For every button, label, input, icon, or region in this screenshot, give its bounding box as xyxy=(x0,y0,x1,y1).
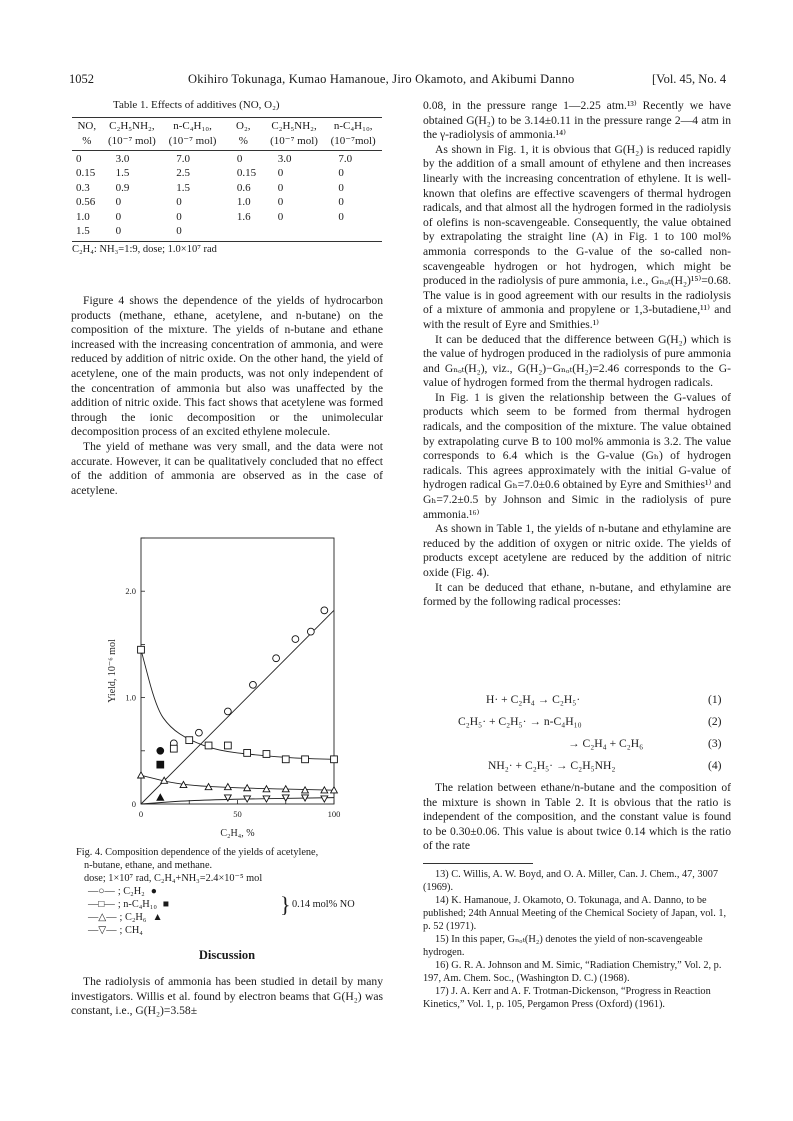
table-header: NO, xyxy=(72,118,102,136)
footnote: 17) J. A. Kerr and A. F. Trotman-Dickenson, “Progress in Reaction Kinetics,” Vol. 1, p. 105, Pergamon Press (Oxford) (1961). xyxy=(423,986,711,1010)
x-axis-label: C₂H₄, % xyxy=(220,828,255,839)
y-tick-label: 1.0 xyxy=(125,692,136,703)
data-point-circle xyxy=(307,628,314,635)
paragraph: It can be deduced that ethane, n-butane, and ethylamine are formed by the following radical processes: xyxy=(423,580,731,609)
plot-frame xyxy=(141,538,334,804)
table-cell: 0 xyxy=(338,181,344,194)
table-cell: 0 xyxy=(176,196,182,208)
legend-label: ; CH₄ xyxy=(119,925,143,936)
table-header: C₂H₅NH₂, xyxy=(102,118,163,136)
paragraph: 0.08, in the pressure range 1—2.25 atm.¹³⁾ Recently we have obtained G(H₂) to be 3.14±0.11 in the pressure range 2—4 atm in the γ-radiolysis of ammonia.¹⁴⁾ xyxy=(423,99,731,142)
table-cell: 0 xyxy=(115,196,122,208)
legend-filled: ■ xyxy=(162,899,170,910)
equation-4: NH₂· + C₂H₅· → C₂H₅NH₂ xyxy=(488,759,616,772)
series-curve xyxy=(141,610,334,804)
footnotes xyxy=(423,868,731,1011)
right-column-text xyxy=(423,99,731,610)
data-point-triangle-down xyxy=(321,796,328,802)
paragraph: The relation between ethane/n-butane and the composition of the mixture is shown in Table 2. It is obvious that the ratio is independent of the composition, and the constant value is found to be 0.30±0.06. This value is about twice 0.14 which is the ratio of the rate xyxy=(423,781,731,853)
table-cell xyxy=(223,224,264,242)
legend-sym: —▽— xyxy=(88,925,117,936)
caption-line: dose; 1×10⁷ rad, C₂H₄+NH₃=2.4×10⁻⁵ mol xyxy=(84,873,263,884)
footnote: 13) C. Willis, A. W. Boyd, and O. A. Miller, Can. J. Chem., 47, 3007 (1969). xyxy=(423,869,719,893)
table-cell: 0 xyxy=(338,196,344,208)
equation-number: (4) xyxy=(708,759,722,772)
paragraph: As shown in Fig. 1, it is obvious that G(H₂) is reduced rapidly by the addition of a small amount of ethylene and then increases linearly with the increasing concentration of ethylene. It is well-known that olefins are effective scavengers of thermal hydrogen radicals, and that almost all the hydrogen formed in the radiolysis of olefins is non-scavengeable. Consequently, the value obtained by extrapolating the straight line (A) in Fig. 1 to 100 mol% ammonia corresponds to the G-value of the so-called non-scavengeable hydrogen or hot hydrogen, which might be produced in the radiolysis of pure ammonia, i.e., Gₙₒₜ(H₂)¹⁵⁾=0.68. The value is in good agreement with our results in the radiolysis of a mixture of ammonia and propylene or 1,3-butadiene,¹¹⁾ and with the result of Eyre and Smithies.¹⁾ xyxy=(423,142,731,331)
yield-chart xyxy=(98,528,360,846)
table-cell: 0 xyxy=(338,210,344,223)
left-column-text xyxy=(71,294,383,498)
table-cell: 0.6 xyxy=(236,181,251,194)
brace-label: 0.14 mol% NO xyxy=(292,899,355,910)
data-point-circle xyxy=(250,681,257,688)
footnote: 16) G. R. A. Johnson and M. Simic, “Radiation Chemistry,” Vol. 2, p. 197, Am. Chem. Soc., (Washington D. C.) (1968). xyxy=(423,960,722,984)
table-cell: 0 xyxy=(176,225,182,237)
table-cell: 1.5 xyxy=(115,167,130,179)
legend-sym: —○— xyxy=(88,886,115,897)
right-column-text-2 xyxy=(423,781,731,854)
series-curve xyxy=(141,650,334,760)
table-cell: 1.5 xyxy=(176,181,190,194)
table-cell: 7.0 xyxy=(176,152,190,165)
table-row xyxy=(72,195,382,210)
paragraph: As shown in Table 1, the yields of n-butane and ethylamine are reduced by the addition of oxygen or nitric oxide. The yields of products except acetylene are reduced by the addition of nitric oxide (Fig. 4). xyxy=(423,522,731,579)
table-header-unit: % xyxy=(72,135,102,151)
paragraph: The yield of methane was very small, and the data were not accurate. However, it can be qualitatively concluded that no effect of the addition of ammonia are observed as in the case of acetylene. xyxy=(71,439,383,497)
table-title: Table 1. Effects of additives (NO, O₂) xyxy=(113,99,280,111)
table-header-unit: (10⁻⁷ mol) xyxy=(264,135,325,151)
table-cell: 0 xyxy=(277,196,284,208)
table-row xyxy=(72,209,382,224)
table-cell: 0 xyxy=(115,225,122,237)
data-point-circle xyxy=(321,607,328,614)
y-tick-label: 2.0 xyxy=(125,586,136,597)
table-header-unit: (10⁻⁷ mol) xyxy=(162,135,223,151)
paragraph: Figure 4 shows the dependence of the yields of hydrocarbon products (methane, ethane, acetylene, and n-butane) on the composition of the mixture. The yields of n-butane and ethane increased with the increasing concentration of ammonia, and were reduced by addition of nitric oxide. On the other hand, the yield of acetylene, one of the main products, was not only independent of the concentration of ammonia but also was unaffected by the addition of nitric oxide. This fact shows that acetylene was formed through the ionic decomposition or the unimolecular decomposition process of an excited ethylene molecule. xyxy=(71,294,383,439)
legend-sym: —□— xyxy=(88,899,115,910)
y-tick-label: 0 xyxy=(131,799,136,809)
legend-entry xyxy=(88,911,169,924)
data-point-circle xyxy=(157,747,164,754)
discussion-text xyxy=(71,975,383,1019)
table-1 xyxy=(72,117,382,255)
caption-line: Fig. 4. Composition dependence of the yields of acetylene, xyxy=(76,847,319,858)
table-cell: 0.9 xyxy=(115,181,130,194)
equation-number: (2) xyxy=(708,715,722,728)
table-cell: 0.15 xyxy=(236,167,257,179)
data-point-square xyxy=(282,756,289,763)
x-tick-label: 100 xyxy=(327,809,341,819)
legend-label: ; C₂H₆ xyxy=(119,912,147,923)
table-cell: 0 xyxy=(277,181,284,194)
paragraph: It can be deduced that the difference between G(H₂) which is the value of hydrogen produced in the radiolysis of pure ammonia and Gₙₒₜ(H₂), viz., G(H₂)−Gₙₒₜ(H₂)=2.46 corresponds to the G-value of hydrogen formed from the thermal hydrogen radicals. xyxy=(423,332,731,390)
table-cell: 0.56 xyxy=(76,196,96,208)
table-row xyxy=(72,151,382,166)
table-cell: 0.15 xyxy=(76,167,96,179)
table-cell: 7.0 xyxy=(338,152,353,165)
data-point-square xyxy=(302,756,309,763)
caption-line: n-butane, ethane, and methane. xyxy=(84,860,213,871)
table-cell: 0 xyxy=(236,152,243,165)
data-point-triangle xyxy=(138,772,145,778)
data-point-square xyxy=(138,646,145,653)
paragraph: In Fig. 1 is given the relationship between the G-values of products which seem to be formed from thermal hydrogen radicals, and the composition of the mixture. The value obtained by extrapolating curve B to 100 mol% ammonia is 3.2. The value corresponds to 6.4 which is the G-value (Gₕ) of hydrogen radicals. This agrees approximately with the initial G-value of hydrogen radical Gₕ=7.0±0.6 obtained by Eyre and Smithies¹⁾ and Gₕ=7.2±0.5 by Johnson and Simic in the radiolysis of pure ammonia.¹⁶⁾ xyxy=(423,390,731,521)
table-cell: 1.0 xyxy=(76,210,90,223)
legend-entry xyxy=(88,924,169,937)
data-point-triangle xyxy=(157,794,164,800)
equation-1: H· + C₂H₄ → C₂H₅· xyxy=(486,693,581,706)
data-point-square xyxy=(331,756,338,763)
figure-legend xyxy=(88,885,169,937)
equation-number: (3) xyxy=(708,737,722,750)
running-volume: [Vol. 45, No. 4 xyxy=(652,72,727,86)
table-header: n-C₄H₁₀, xyxy=(324,118,382,136)
table-header-unit: (10⁻⁷ mol) xyxy=(102,135,163,151)
data-point-square xyxy=(186,737,193,744)
footnote: 14) K. Hamanoue, J. Okamoto, O. Tokunaga, and A. Danno, to be published; 24th Annual Meeting of the Chemical Society of Japan, vol. 1, p. 52 (1971). xyxy=(423,895,727,932)
table-cell: 3.0 xyxy=(277,152,292,165)
legend-filled: ▲ xyxy=(152,912,163,923)
legend-sym: —△— xyxy=(88,912,117,923)
table-header-unit: (10⁻⁷mol) xyxy=(324,135,382,151)
figure-caption xyxy=(76,846,386,939)
table-cell xyxy=(324,224,382,242)
table-header-unit: % xyxy=(223,135,264,151)
table-header: C₂H₅NH₂, xyxy=(264,118,325,136)
x-tick-label: 0 xyxy=(138,809,144,819)
data-point-circle xyxy=(273,655,280,662)
table-cell: 0.3 xyxy=(76,181,90,194)
table-cell: 0 xyxy=(277,167,284,179)
paragraph: The radiolysis of ammonia has been studied in detail by many investigators. Willis et al. found by electron beams that G(H₂) was constant, i.e., G(H₂)=3.58± xyxy=(71,975,383,1018)
data-point-triangle-down xyxy=(224,795,231,801)
table-cell: 0 xyxy=(76,152,82,165)
table-row xyxy=(72,166,382,181)
y-axis-label: Yield, 10⁻⁶ mol xyxy=(107,639,118,703)
table-cell: 0 xyxy=(176,210,182,223)
table-cell: 1.5 xyxy=(76,225,90,237)
table-cell: 0 xyxy=(277,210,284,223)
footnote-rule xyxy=(423,863,533,864)
table-header: O₂, xyxy=(223,118,264,136)
table-row xyxy=(72,224,382,242)
page-number: 1052 xyxy=(69,72,94,86)
equation-2: C₂H₅· + C₂H₅· → n-C₄H₁₀ xyxy=(458,715,582,728)
data-point-circle xyxy=(292,636,299,643)
table-footnote: C₂H₄: NH₃=1:9, dose; 1.0×10⁷ rad xyxy=(72,241,382,255)
brace: } xyxy=(280,892,291,917)
data-point-triangle xyxy=(224,784,231,790)
data-point-square xyxy=(263,751,270,758)
section-heading: Discussion xyxy=(198,948,256,962)
legend-label: ; C₂H₂ xyxy=(117,886,145,897)
data-point-square xyxy=(244,750,251,757)
data-point-circle xyxy=(224,708,231,715)
legend-label: ; n-C₄H₁₀ xyxy=(117,899,157,910)
table-cell: 1.0 xyxy=(236,196,251,208)
data-point-square xyxy=(205,742,212,749)
data-point-square xyxy=(170,745,177,752)
data-point-square xyxy=(224,742,231,749)
table-cell: 1.6 xyxy=(236,210,251,223)
data-point-square xyxy=(157,761,164,768)
table-row xyxy=(72,180,382,195)
equation-3: → C₂H₄ + C₂H₆ xyxy=(568,737,644,750)
table-header: n-C₄H₁₀, xyxy=(162,118,223,136)
legend-filled: ● xyxy=(150,886,157,897)
legend-entry xyxy=(88,898,169,911)
equation-number: (1) xyxy=(708,693,722,706)
x-tick-label: 50 xyxy=(233,809,242,819)
table-cell xyxy=(264,224,325,242)
running-authors: Okihiro Tokunaga, Kumao Hamanoue, Jiro Okamoto, and Akibumi Danno xyxy=(188,72,575,86)
footnote: 15) In this paper, Gₙₒₜ(H₂) denotes the yield of non-scavengeable hydrogen. xyxy=(423,934,703,958)
table-cell: 3.0 xyxy=(115,152,130,165)
table-cell: 0 xyxy=(115,210,122,223)
legend-entry xyxy=(88,885,169,898)
table-cell: 2.5 xyxy=(176,167,190,179)
data-point-circle xyxy=(196,729,203,736)
table-cell: 0 xyxy=(338,167,344,179)
